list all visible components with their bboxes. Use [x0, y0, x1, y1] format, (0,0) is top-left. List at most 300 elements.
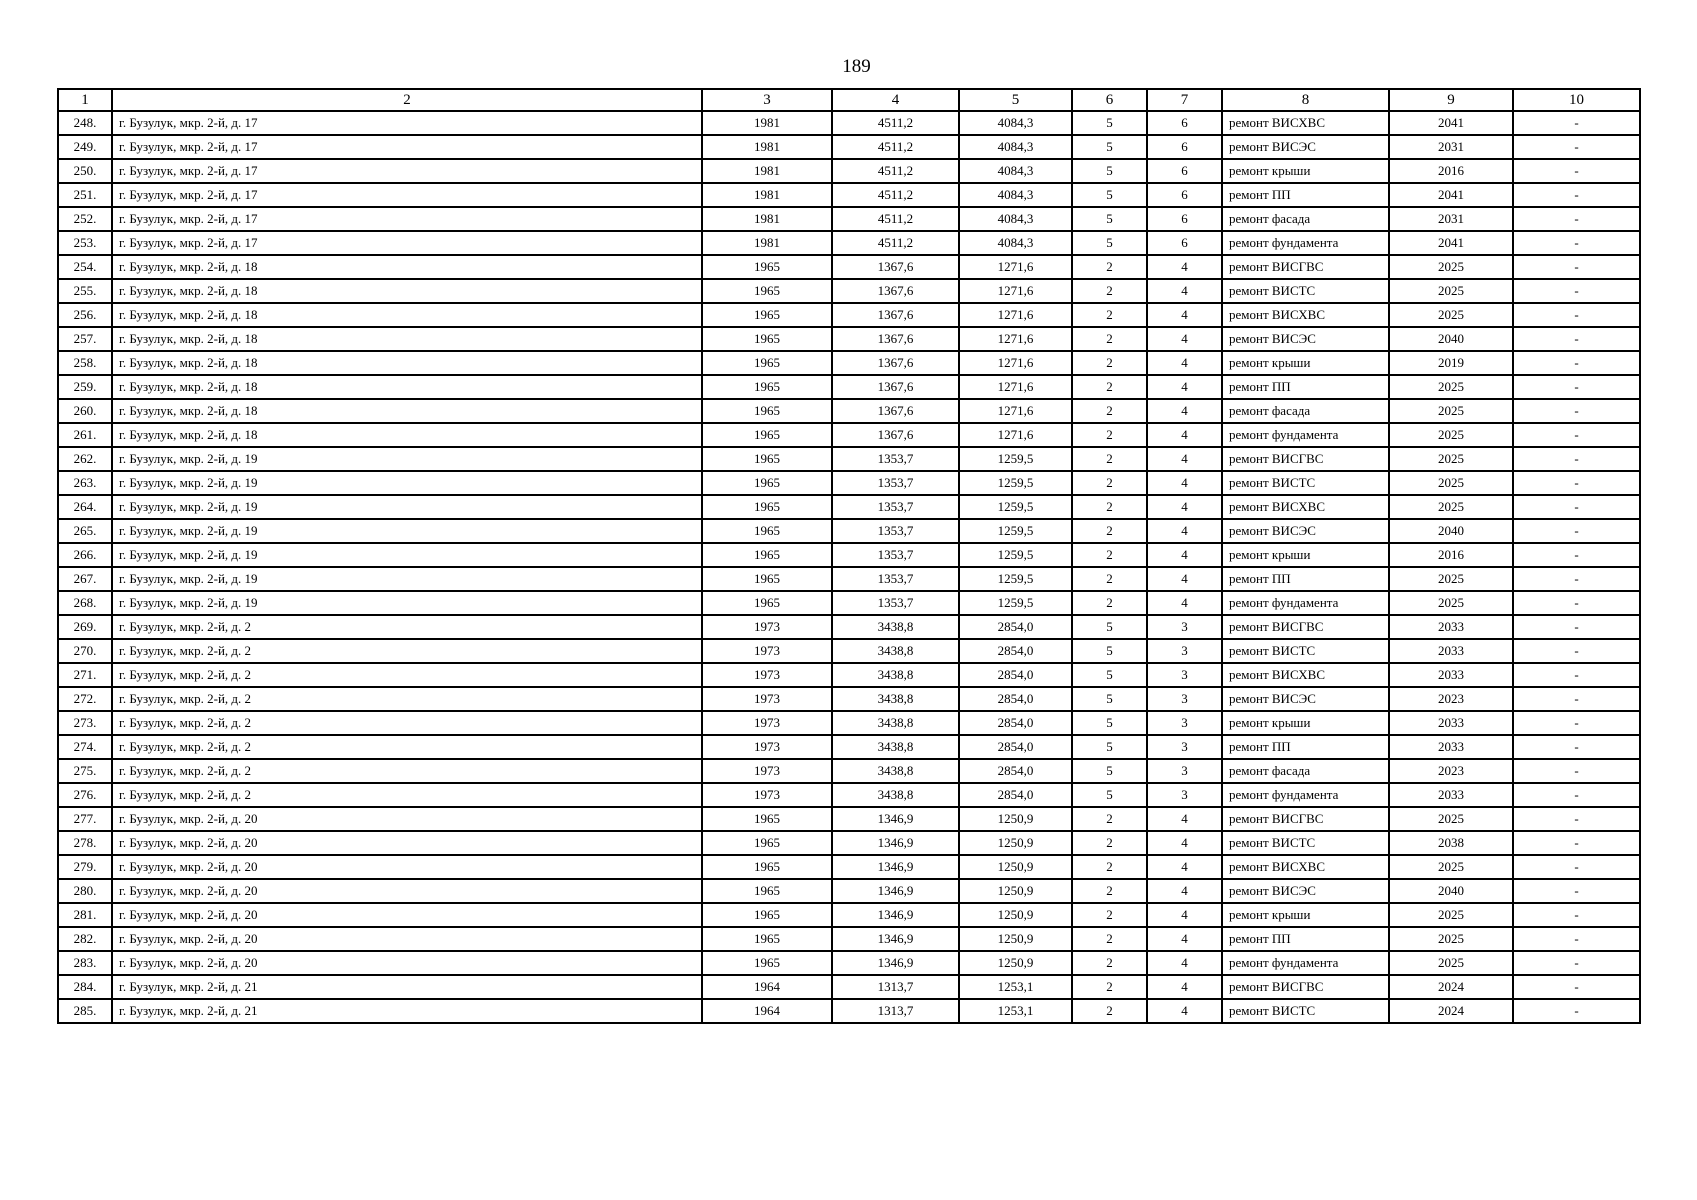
- cell-year: 1981: [702, 231, 832, 255]
- cell-work-type: ремонт ПП: [1222, 183, 1389, 207]
- cell-note: -: [1513, 783, 1640, 807]
- cell-planned-year: 2016: [1389, 159, 1513, 183]
- cell-total-area: 4511,2: [832, 207, 959, 231]
- cell-entrances: 6: [1147, 159, 1222, 183]
- cell-year: 1965: [702, 303, 832, 327]
- cell-total-area: 3438,8: [832, 735, 959, 759]
- cell-planned-year: 2041: [1389, 231, 1513, 255]
- cell-note: -: [1513, 543, 1640, 567]
- cell-entrances: 4: [1147, 375, 1222, 399]
- cell-entrances: 6: [1147, 183, 1222, 207]
- cell-floors: 5: [1072, 159, 1147, 183]
- cell-floors: 2: [1072, 327, 1147, 351]
- cell-entrances: 4: [1147, 255, 1222, 279]
- table-row: [58, 783, 1640, 807]
- cell-row-number: 267.: [58, 567, 112, 591]
- column-header-10: 10: [1513, 89, 1640, 111]
- column-header-5: 5: [959, 89, 1072, 111]
- cell-year: 1981: [702, 135, 832, 159]
- cell-planned-year: 2040: [1389, 879, 1513, 903]
- cell-floors: 2: [1072, 831, 1147, 855]
- cell-row-number: 276.: [58, 783, 112, 807]
- cell-floors: 2: [1072, 303, 1147, 327]
- cell-floors: 2: [1072, 471, 1147, 495]
- cell-note: -: [1513, 879, 1640, 903]
- cell-planned-year: 2025: [1389, 807, 1513, 831]
- column-header-3: 3: [702, 89, 832, 111]
- cell-planned-year: 2025: [1389, 927, 1513, 951]
- cell-living-area: 4084,3: [959, 159, 1072, 183]
- cell-floors: 2: [1072, 999, 1147, 1023]
- cell-year: 1965: [702, 903, 832, 927]
- cell-work-type: ремонт ВИСХВС: [1222, 111, 1389, 135]
- table-row: [58, 327, 1640, 351]
- cell-address: г. Бузулук, мкр. 2-й, д. 18: [112, 255, 702, 279]
- cell-living-area: 1271,6: [959, 375, 1072, 399]
- column-header-4: 4: [832, 89, 959, 111]
- cell-total-area: 1346,9: [832, 927, 959, 951]
- cell-floors: 2: [1072, 927, 1147, 951]
- cell-work-type: ремонт ВИСТС: [1222, 999, 1389, 1023]
- cell-total-area: 3438,8: [832, 615, 959, 639]
- cell-planned-year: 2025: [1389, 303, 1513, 327]
- table-row: [58, 279, 1640, 303]
- table-row: [58, 231, 1640, 255]
- cell-entrances: 4: [1147, 903, 1222, 927]
- cell-total-area: 1353,7: [832, 567, 959, 591]
- cell-address: г. Бузулук, мкр. 2-й, д. 18: [112, 351, 702, 375]
- table-row: [58, 447, 1640, 471]
- cell-work-type: ремонт ВИСЭС: [1222, 879, 1389, 903]
- cell-work-type: ремонт крыши: [1222, 711, 1389, 735]
- cell-address: г. Бузулук, мкр. 2-й, д. 19: [112, 567, 702, 591]
- column-header-2: 2: [112, 89, 702, 111]
- table-row: [58, 135, 1640, 159]
- cell-work-type: ремонт ВИСГВС: [1222, 255, 1389, 279]
- cell-total-area: 1353,7: [832, 495, 959, 519]
- cell-note: -: [1513, 591, 1640, 615]
- cell-address: г. Бузулук, мкр. 2-й, д. 2: [112, 615, 702, 639]
- cell-note: -: [1513, 711, 1640, 735]
- cell-address: г. Бузулук, мкр. 2-й, д. 2: [112, 687, 702, 711]
- cell-entrances: 4: [1147, 519, 1222, 543]
- cell-living-area: 1250,9: [959, 927, 1072, 951]
- cell-note: -: [1513, 351, 1640, 375]
- cell-living-area: 1250,9: [959, 807, 1072, 831]
- cell-planned-year: 2025: [1389, 567, 1513, 591]
- cell-living-area: 1259,5: [959, 471, 1072, 495]
- table-header: [58, 89, 1640, 111]
- cell-year: 1973: [702, 783, 832, 807]
- cell-planned-year: 2033: [1389, 735, 1513, 759]
- cell-work-type: ремонт ВИСГВС: [1222, 975, 1389, 999]
- table-row: [58, 903, 1640, 927]
- cell-entrances: 4: [1147, 807, 1222, 831]
- cell-address: г. Бузулук, мкр. 2-й, д. 20: [112, 903, 702, 927]
- cell-total-area: 3438,8: [832, 759, 959, 783]
- cell-total-area: 4511,2: [832, 183, 959, 207]
- table-row: [58, 831, 1640, 855]
- cell-entrances: 4: [1147, 879, 1222, 903]
- cell-planned-year: 2041: [1389, 111, 1513, 135]
- cell-note: -: [1513, 951, 1640, 975]
- cell-work-type: ремонт фундамента: [1222, 783, 1389, 807]
- cell-work-type: ремонт крыши: [1222, 351, 1389, 375]
- cell-year: 1965: [702, 567, 832, 591]
- cell-address: г. Бузулук, мкр. 2-й, д. 20: [112, 951, 702, 975]
- cell-row-number: 248.: [58, 111, 112, 135]
- table-row: [58, 207, 1640, 231]
- cell-planned-year: 2033: [1389, 783, 1513, 807]
- cell-row-number: 262.: [58, 447, 112, 471]
- cell-work-type: ремонт ПП: [1222, 567, 1389, 591]
- cell-living-area: 2854,0: [959, 735, 1072, 759]
- cell-note: -: [1513, 447, 1640, 471]
- cell-work-type: ремонт ВИСТС: [1222, 279, 1389, 303]
- cell-entrances: 3: [1147, 783, 1222, 807]
- cell-work-type: ремонт ВИСЭС: [1222, 327, 1389, 351]
- table-row: [58, 759, 1640, 783]
- table-row: [58, 735, 1640, 759]
- table-body: [58, 111, 1640, 1023]
- cell-living-area: 2854,0: [959, 615, 1072, 639]
- cell-total-area: 1367,6: [832, 303, 959, 327]
- cell-floors: 2: [1072, 351, 1147, 375]
- cell-row-number: 266.: [58, 543, 112, 567]
- cell-total-area: 1367,6: [832, 351, 959, 375]
- cell-living-area: 1259,5: [959, 519, 1072, 543]
- cell-note: -: [1513, 519, 1640, 543]
- cell-entrances: 6: [1147, 231, 1222, 255]
- cell-address: г. Бузулук, мкр. 2-й, д. 18: [112, 423, 702, 447]
- cell-total-area: 1313,7: [832, 999, 959, 1023]
- cell-work-type: ремонт фундамента: [1222, 231, 1389, 255]
- cell-floors: 2: [1072, 951, 1147, 975]
- cell-total-area: 1313,7: [832, 975, 959, 999]
- cell-entrances: 4: [1147, 399, 1222, 423]
- cell-row-number: 250.: [58, 159, 112, 183]
- cell-row-number: 253.: [58, 231, 112, 255]
- cell-total-area: 1346,9: [832, 903, 959, 927]
- cell-row-number: 254.: [58, 255, 112, 279]
- cell-floors: 2: [1072, 255, 1147, 279]
- cell-total-area: 3438,8: [832, 663, 959, 687]
- cell-entrances: 4: [1147, 591, 1222, 615]
- table-row: [58, 375, 1640, 399]
- cell-row-number: 274.: [58, 735, 112, 759]
- cell-floors: 5: [1072, 207, 1147, 231]
- cell-entrances: 4: [1147, 279, 1222, 303]
- cell-address: г. Бузулук, мкр. 2-й, д. 2: [112, 783, 702, 807]
- cell-row-number: 268.: [58, 591, 112, 615]
- cell-work-type: ремонт ВИСТС: [1222, 471, 1389, 495]
- cell-row-number: 273.: [58, 711, 112, 735]
- cell-row-number: 271.: [58, 663, 112, 687]
- cell-work-type: ремонт крыши: [1222, 543, 1389, 567]
- cell-note: -: [1513, 135, 1640, 159]
- cell-planned-year: 2041: [1389, 183, 1513, 207]
- cell-note: -: [1513, 423, 1640, 447]
- column-header-7: 7: [1147, 89, 1222, 111]
- cell-address: г. Бузулук, мкр. 2-й, д. 17: [112, 231, 702, 255]
- cell-total-area: 1346,9: [832, 879, 959, 903]
- cell-work-type: ремонт ВИСГВС: [1222, 807, 1389, 831]
- cell-row-number: 278.: [58, 831, 112, 855]
- cell-row-number: 256.: [58, 303, 112, 327]
- cell-total-area: 1353,7: [832, 447, 959, 471]
- cell-planned-year: 2024: [1389, 975, 1513, 999]
- table-row: [58, 615, 1640, 639]
- cell-planned-year: 2025: [1389, 951, 1513, 975]
- cell-total-area: 3438,8: [832, 711, 959, 735]
- cell-entrances: 4: [1147, 327, 1222, 351]
- table-row: [58, 303, 1640, 327]
- cell-entrances: 4: [1147, 447, 1222, 471]
- cell-address: г. Бузулук, мкр. 2-й, д. 2: [112, 759, 702, 783]
- cell-living-area: 1253,1: [959, 975, 1072, 999]
- cell-year: 1964: [702, 999, 832, 1023]
- cell-floors: 5: [1072, 783, 1147, 807]
- cell-address: г. Бузулук, мкр. 2-й, д. 2: [112, 711, 702, 735]
- table-row: [58, 423, 1640, 447]
- cell-year: 1965: [702, 399, 832, 423]
- cell-living-area: 1271,6: [959, 327, 1072, 351]
- table-row: [58, 639, 1640, 663]
- cell-note: -: [1513, 663, 1640, 687]
- cell-entrances: 4: [1147, 831, 1222, 855]
- cell-note: -: [1513, 495, 1640, 519]
- cell-note: -: [1513, 471, 1640, 495]
- cell-year: 1964: [702, 975, 832, 999]
- cell-work-type: ремонт ВИСЭС: [1222, 135, 1389, 159]
- cell-planned-year: 2031: [1389, 207, 1513, 231]
- cell-note: -: [1513, 903, 1640, 927]
- cell-work-type: ремонт ВИСТС: [1222, 639, 1389, 663]
- page-number: 189: [842, 56, 871, 77]
- cell-total-area: 1353,7: [832, 519, 959, 543]
- cell-entrances: 4: [1147, 495, 1222, 519]
- cell-living-area: 1259,5: [959, 543, 1072, 567]
- cell-planned-year: 2023: [1389, 759, 1513, 783]
- table-row: [58, 471, 1640, 495]
- table-row: [58, 543, 1640, 567]
- cell-row-number: 255.: [58, 279, 112, 303]
- cell-living-area: 1250,9: [959, 879, 1072, 903]
- cell-living-area: 1271,6: [959, 303, 1072, 327]
- cell-floors: 5: [1072, 231, 1147, 255]
- cell-floors: 2: [1072, 903, 1147, 927]
- registry-table: [57, 88, 1641, 1024]
- cell-planned-year: 2025: [1389, 447, 1513, 471]
- cell-year: 1965: [702, 831, 832, 855]
- cell-address: г. Бузулук, мкр. 2-й, д. 19: [112, 591, 702, 615]
- cell-living-area: 1259,5: [959, 567, 1072, 591]
- cell-work-type: ремонт ВИСХВС: [1222, 303, 1389, 327]
- cell-planned-year: 2025: [1389, 375, 1513, 399]
- cell-living-area: 1271,6: [959, 399, 1072, 423]
- cell-living-area: 4084,3: [959, 111, 1072, 135]
- cell-floors: 2: [1072, 591, 1147, 615]
- cell-row-number: 265.: [58, 519, 112, 543]
- cell-note: -: [1513, 807, 1640, 831]
- cell-living-area: 4084,3: [959, 231, 1072, 255]
- cell-planned-year: 2025: [1389, 279, 1513, 303]
- cell-address: г. Бузулук, мкр. 2-й, д. 17: [112, 183, 702, 207]
- cell-work-type: ремонт ВИСТС: [1222, 831, 1389, 855]
- cell-living-area: 1250,9: [959, 855, 1072, 879]
- cell-living-area: 2854,0: [959, 687, 1072, 711]
- cell-floors: 2: [1072, 519, 1147, 543]
- table-row: [58, 519, 1640, 543]
- cell-work-type: ремонт фасада: [1222, 399, 1389, 423]
- cell-address: г. Бузулук, мкр. 2-й, д. 18: [112, 303, 702, 327]
- cell-note: -: [1513, 567, 1640, 591]
- cell-total-area: 1367,6: [832, 423, 959, 447]
- cell-planned-year: 2025: [1389, 495, 1513, 519]
- table-row: [58, 855, 1640, 879]
- cell-year: 1965: [702, 855, 832, 879]
- cell-floors: 2: [1072, 975, 1147, 999]
- cell-address: г. Бузулук, мкр. 2-й, д. 17: [112, 207, 702, 231]
- cell-total-area: 1353,7: [832, 591, 959, 615]
- table-row: [58, 159, 1640, 183]
- cell-planned-year: 2023: [1389, 687, 1513, 711]
- cell-address: г. Бузулук, мкр. 2-й, д. 21: [112, 999, 702, 1023]
- table-row: [58, 999, 1640, 1023]
- cell-planned-year: 2040: [1389, 327, 1513, 351]
- cell-year: 1973: [702, 759, 832, 783]
- cell-living-area: 2854,0: [959, 711, 1072, 735]
- cell-floors: 5: [1072, 639, 1147, 663]
- cell-year: 1973: [702, 687, 832, 711]
- cell-work-type: ремонт фундамента: [1222, 951, 1389, 975]
- cell-work-type: ремонт фундамента: [1222, 591, 1389, 615]
- cell-entrances: 4: [1147, 471, 1222, 495]
- table-row: [58, 567, 1640, 591]
- cell-floors: 2: [1072, 279, 1147, 303]
- cell-note: -: [1513, 183, 1640, 207]
- cell-total-area: 4511,2: [832, 159, 959, 183]
- cell-floors: 2: [1072, 399, 1147, 423]
- cell-living-area: 1253,1: [959, 999, 1072, 1023]
- cell-address: г. Бузулук, мкр. 2-й, д. 17: [112, 111, 702, 135]
- cell-entrances: 3: [1147, 711, 1222, 735]
- cell-total-area: 4511,2: [832, 231, 959, 255]
- cell-work-type: ремонт ПП: [1222, 927, 1389, 951]
- cell-address: г. Бузулук, мкр. 2-й, д. 19: [112, 519, 702, 543]
- column-header-9: 9: [1389, 89, 1513, 111]
- cell-work-type: ремонт фасада: [1222, 207, 1389, 231]
- cell-total-area: 3438,8: [832, 783, 959, 807]
- cell-planned-year: 2031: [1389, 135, 1513, 159]
- cell-work-type: ремонт ПП: [1222, 375, 1389, 399]
- cell-work-type: ремонт крыши: [1222, 159, 1389, 183]
- cell-address: г. Бузулук, мкр. 2-й, д. 18: [112, 279, 702, 303]
- cell-row-number: 263.: [58, 471, 112, 495]
- cell-total-area: 4511,2: [832, 135, 959, 159]
- cell-planned-year: 2019: [1389, 351, 1513, 375]
- cell-floors: 5: [1072, 183, 1147, 207]
- cell-address: г. Бузулук, мкр. 2-й, д. 19: [112, 471, 702, 495]
- cell-year: 1981: [702, 207, 832, 231]
- cell-floors: 2: [1072, 423, 1147, 447]
- cell-address: г. Бузулук, мкр. 2-й, д. 18: [112, 399, 702, 423]
- cell-address: г. Бузулук, мкр. 2-й, д. 19: [112, 447, 702, 471]
- cell-note: -: [1513, 687, 1640, 711]
- cell-planned-year: 2040: [1389, 519, 1513, 543]
- cell-note: -: [1513, 111, 1640, 135]
- table-row: [58, 807, 1640, 831]
- cell-year: 1965: [702, 375, 832, 399]
- cell-address: г. Бузулук, мкр. 2-й, д. 17: [112, 159, 702, 183]
- cell-planned-year: 2016: [1389, 543, 1513, 567]
- cell-living-area: 2854,0: [959, 639, 1072, 663]
- cell-total-area: 1353,7: [832, 471, 959, 495]
- cell-total-area: 1367,6: [832, 375, 959, 399]
- column-header-6: 6: [1072, 89, 1147, 111]
- cell-year: 1965: [702, 951, 832, 975]
- cell-entrances: 4: [1147, 567, 1222, 591]
- cell-year: 1973: [702, 711, 832, 735]
- cell-entrances: 3: [1147, 687, 1222, 711]
- cell-living-area: 2854,0: [959, 663, 1072, 687]
- cell-note: -: [1513, 399, 1640, 423]
- cell-address: г. Бузулук, мкр. 2-й, д. 2: [112, 735, 702, 759]
- cell-year: 1965: [702, 807, 832, 831]
- cell-address: г. Бузулук, мкр. 2-й, д. 21: [112, 975, 702, 999]
- cell-year: 1973: [702, 735, 832, 759]
- cell-floors: 5: [1072, 735, 1147, 759]
- cell-floors: 5: [1072, 687, 1147, 711]
- cell-entrances: 4: [1147, 423, 1222, 447]
- cell-year: 1981: [702, 111, 832, 135]
- cell-year: 1965: [702, 543, 832, 567]
- cell-planned-year: 2025: [1389, 255, 1513, 279]
- cell-entrances: 4: [1147, 999, 1222, 1023]
- cell-note: -: [1513, 231, 1640, 255]
- cell-entrances: 4: [1147, 927, 1222, 951]
- cell-total-area: 3438,8: [832, 687, 959, 711]
- cell-year: 1965: [702, 423, 832, 447]
- cell-total-area: 1346,9: [832, 831, 959, 855]
- cell-floors: 2: [1072, 567, 1147, 591]
- cell-living-area: 1271,6: [959, 279, 1072, 303]
- cell-planned-year: 2033: [1389, 615, 1513, 639]
- cell-note: -: [1513, 327, 1640, 351]
- cell-work-type: ремонт ВИСГВС: [1222, 447, 1389, 471]
- cell-entrances: 3: [1147, 759, 1222, 783]
- cell-entrances: 4: [1147, 975, 1222, 999]
- cell-work-type: ремонт фасада: [1222, 759, 1389, 783]
- cell-entrances: 3: [1147, 663, 1222, 687]
- cell-total-area: 1346,9: [832, 951, 959, 975]
- cell-total-area: 1367,6: [832, 327, 959, 351]
- cell-row-number: 285.: [58, 999, 112, 1023]
- cell-work-type: ремонт крыши: [1222, 903, 1389, 927]
- cell-total-area: 3438,8: [832, 639, 959, 663]
- cell-living-area: 2854,0: [959, 783, 1072, 807]
- cell-entrances: 4: [1147, 951, 1222, 975]
- cell-row-number: 269.: [58, 615, 112, 639]
- cell-row-number: 280.: [58, 879, 112, 903]
- cell-note: -: [1513, 303, 1640, 327]
- table-row: [58, 927, 1640, 951]
- cell-planned-year: 2025: [1389, 399, 1513, 423]
- cell-note: -: [1513, 279, 1640, 303]
- cell-note: -: [1513, 999, 1640, 1023]
- cell-living-area: 1259,5: [959, 591, 1072, 615]
- cell-entrances: 6: [1147, 111, 1222, 135]
